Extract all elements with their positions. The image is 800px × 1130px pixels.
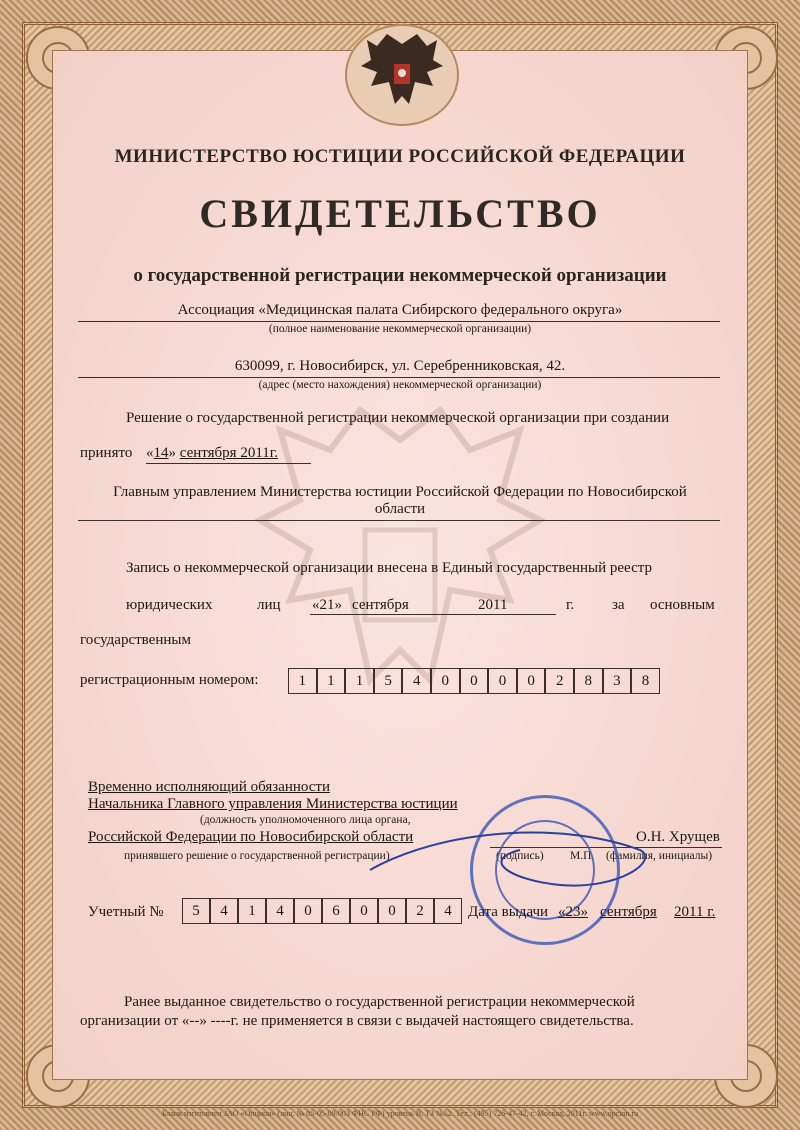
issue-month: сентября xyxy=(600,904,657,920)
registry-number-label: регистрационным номером: xyxy=(80,672,259,688)
reg-digit-12: 8 xyxy=(631,668,660,694)
footer-printer-info: Бланк изготовлен ЗАО «Опцион» (лиц. № 05-05-09/003 ФНС РФ) уровень В, ТЗ №52. Тел.: (495) 726-47-42, г. Москва, 2011г. www.opcion.ru xyxy=(161,1109,639,1118)
seal-place-caption: М.П. xyxy=(570,850,595,862)
decision-line: Решение о государственной регистрации некоммерческой организации при создании xyxy=(126,410,670,426)
registry-state: государственным xyxy=(80,632,191,648)
issue-day: «23» xyxy=(558,904,588,920)
watermark-eagle-icon xyxy=(240,400,560,760)
decision-day: 14 xyxy=(153,445,169,461)
registry-g: г. xyxy=(566,597,575,613)
signature-icon xyxy=(360,810,660,900)
org-address: 630099, г. Новосибирск, ул. Серебренниковская, 42. xyxy=(234,358,566,374)
signature-caption: (подпись) xyxy=(496,850,544,862)
authority-line-2: области xyxy=(374,501,426,517)
registry-word-persons: лиц xyxy=(257,597,281,613)
authority-line xyxy=(78,520,720,521)
decision-accepted: принято xyxy=(80,445,133,461)
emblem-icon xyxy=(345,24,459,126)
signatory-caption-2: принявшего решение о государственной регистрации) xyxy=(124,850,390,862)
registry-year: 2011 xyxy=(478,597,508,613)
account-digit-3: 4 xyxy=(266,898,294,924)
note-line-1: Ранее выданное свидетельство о государственной регистрации некоммерческой xyxy=(124,994,635,1010)
account-digit-7: 0 xyxy=(378,898,406,924)
decision-month-year: сентября 2011г. xyxy=(179,445,278,461)
authority-line-1: Главным управлением Министерства юстиции Российской Федерации по Новосибирской xyxy=(113,484,687,500)
org-address-line xyxy=(78,377,720,378)
signatory-line-1: Временно исполняющий обязанности xyxy=(88,779,331,795)
account-digit-2: 1 xyxy=(238,898,266,924)
account-digit-8: 2 xyxy=(406,898,434,924)
org-name-line xyxy=(78,321,720,322)
account-digit-9: 4 xyxy=(434,898,462,924)
org-address-caption: (адрес (место нахождения) некоммерческой организации) xyxy=(258,379,542,391)
registry-line: Запись о некоммерческой организации внесена в Единый государственный реестр xyxy=(126,560,652,576)
reg-digit-7: 0 xyxy=(488,668,517,694)
signatory-caption-1: (должность уполномоченного лица органа, xyxy=(200,814,411,826)
reg-digit-0: 1 xyxy=(288,668,317,694)
reg-digit-6: 0 xyxy=(460,668,489,694)
reg-digit-4: 4 xyxy=(402,668,431,694)
reg-digit-11: 3 xyxy=(603,668,632,694)
reg-digit-10: 8 xyxy=(574,668,603,694)
registry-month: сентября xyxy=(352,597,409,613)
reg-digit-1: 1 xyxy=(317,668,346,694)
account-digit-5: 6 xyxy=(322,898,350,924)
ministry-title: МИНИСТЕРСТВО ЮСТИЦИИ РОССИЙСКОЙ ФЕДЕРАЦИИ xyxy=(114,146,686,167)
registry-word-legal: юридических xyxy=(126,597,213,613)
issue-label: Дата выдачи xyxy=(468,904,549,920)
signatory-name: О.Н. Хрущев xyxy=(636,829,720,845)
registry-basic: основным xyxy=(650,597,715,613)
name-caption: (фамилия, инициалы) xyxy=(606,850,713,862)
document-title: СВИДЕТЕЛЬСТВО xyxy=(199,191,601,236)
decision-date-line xyxy=(146,463,311,464)
account-digit-1: 4 xyxy=(210,898,238,924)
decision-date: «14» сентября 2011г. xyxy=(146,445,278,461)
reg-digit-9: 2 xyxy=(545,668,574,694)
reg-digit-3: 5 xyxy=(374,668,403,694)
org-name: Ассоциация «Медицинская палата Сибирского федерального округа» xyxy=(177,302,623,318)
registry-za: за xyxy=(612,597,625,613)
org-name-caption: (полное наименование некоммерческой организации) xyxy=(268,323,532,335)
account-digit-0: 5 xyxy=(182,898,210,924)
signatory-line-3: Российской Федерации по Новосибирской области xyxy=(88,829,414,845)
reg-digit-5: 0 xyxy=(431,668,460,694)
registry-day: «21» xyxy=(312,597,342,613)
note-line-2: организации от «--» ----г. не применяется в связи с выдачей настоящего свидетельства. xyxy=(80,1013,634,1029)
document-subtitle: о государственной регистрации некоммерческой организации xyxy=(133,265,667,286)
signatory-line-2: Начальника Главного управления Министерства юстиции xyxy=(88,796,458,812)
reg-digit-2: 1 xyxy=(345,668,374,694)
account-digit-4: 0 xyxy=(294,898,322,924)
issue-year: 2011 г. xyxy=(674,904,716,920)
reg-digit-8: 0 xyxy=(517,668,546,694)
account-digit-6: 0 xyxy=(350,898,378,924)
account-label: Учетный № xyxy=(88,904,164,920)
registry-date-line xyxy=(310,614,556,615)
